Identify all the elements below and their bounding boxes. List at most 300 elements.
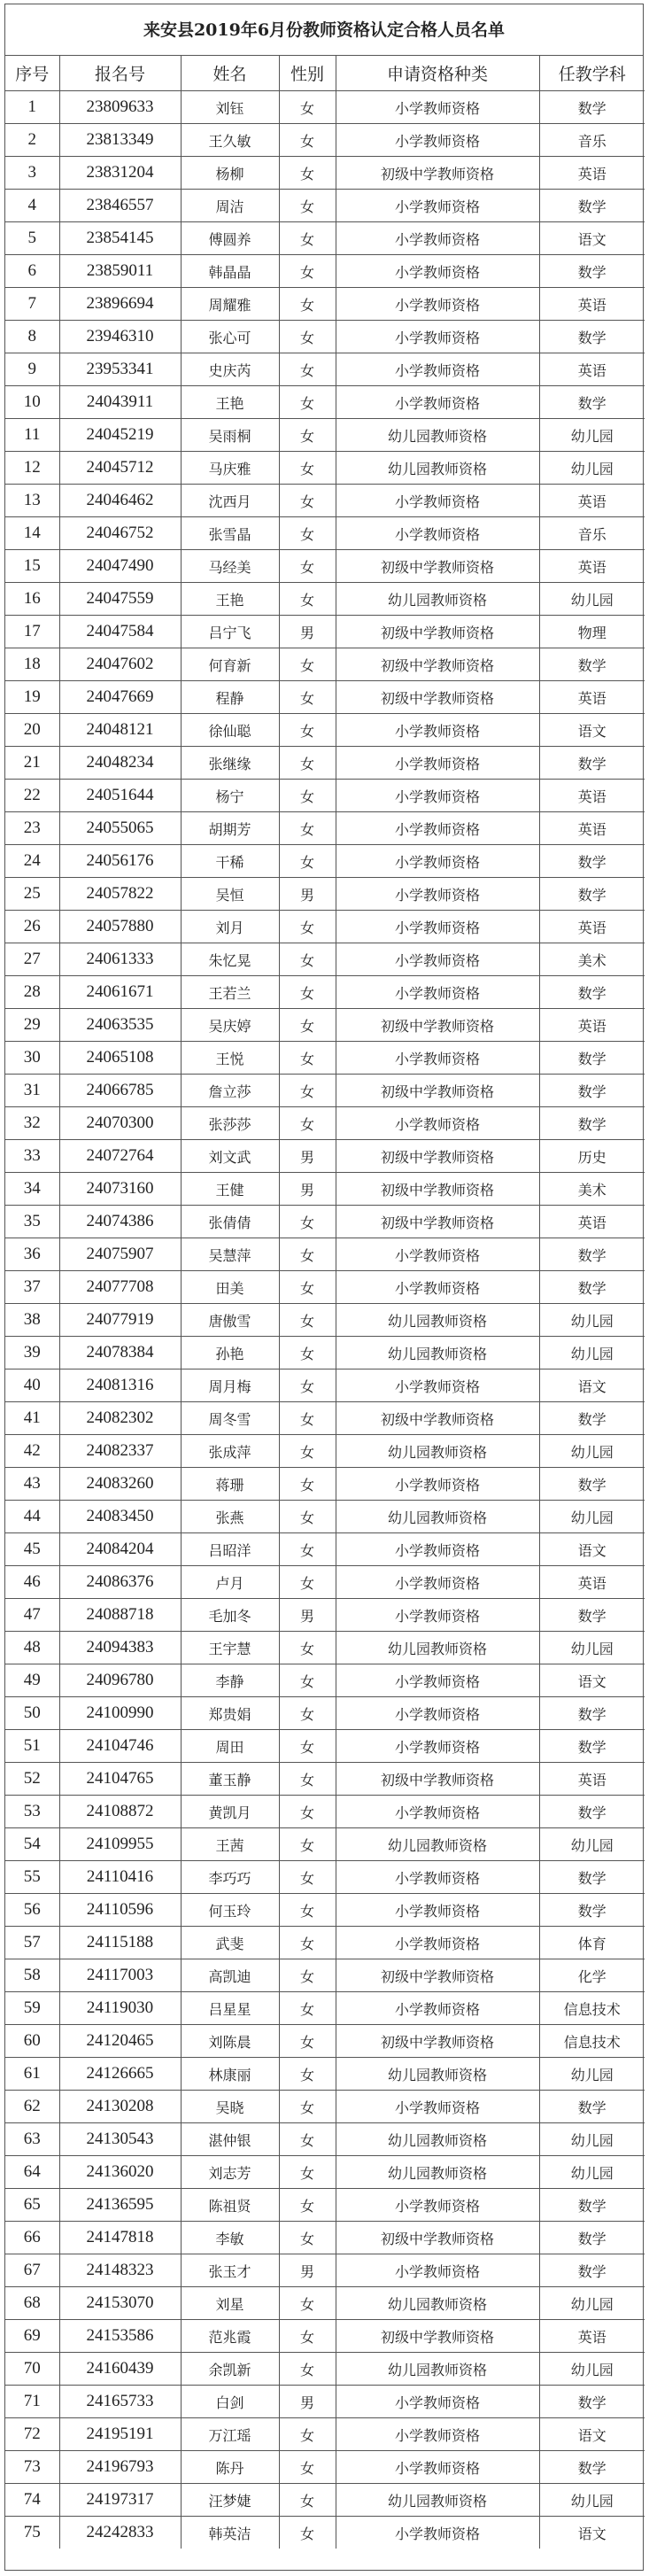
- index-cell: 21: [5, 747, 59, 780]
- gender-cell: 女: [279, 911, 336, 943]
- table-row: [5, 353, 645, 386]
- registration-no-cell: 24070300: [59, 1107, 181, 1140]
- registration-no-cell: 24086376: [59, 1566, 181, 1599]
- table-row: [5, 485, 645, 517]
- registration-no-cell: 24196793: [59, 2451, 181, 2484]
- name-cell: 黄凯月: [181, 1796, 279, 1828]
- subject-cell: 信息技术: [539, 2025, 645, 2058]
- qualification-cell: 幼儿园教师资格: [336, 1632, 539, 1664]
- qualification-cell: 小学教师资格: [336, 1927, 539, 1959]
- table-row: [5, 1697, 645, 1730]
- table-row: [5, 1664, 645, 1697]
- gender-cell: 女: [279, 517, 336, 550]
- gender-cell: 女: [279, 1533, 336, 1566]
- registration-no-cell: 24046752: [59, 517, 181, 550]
- index-cell: 56: [5, 1894, 59, 1927]
- qualification-cell: 小学教师资格: [336, 943, 539, 976]
- registration-no-cell: 24055065: [59, 812, 181, 845]
- subject-cell: 语文: [539, 2517, 645, 2549]
- gender-cell: 女: [279, 321, 336, 353]
- registration-no-cell: 24115188: [59, 1927, 181, 1959]
- table-row: [5, 2484, 645, 2517]
- qualification-cell: 初级中学教师资格: [336, 616, 539, 648]
- index-cell: 11: [5, 419, 59, 452]
- subject-cell: 英语: [539, 2320, 645, 2353]
- qualification-cell: 初级中学教师资格: [336, 1009, 539, 1042]
- qualification-cell: 初级中学教师资格: [336, 157, 539, 190]
- index-cell: 55: [5, 1861, 59, 1894]
- subject-cell: 数学: [539, 2222, 645, 2254]
- column-header-registration-no: 报名号: [59, 56, 181, 91]
- subject-cell: 幼儿园: [539, 452, 645, 485]
- subject-cell: 英语: [539, 681, 645, 714]
- table-row: [5, 1992, 645, 2025]
- registration-no-cell: 24126665: [59, 2058, 181, 2091]
- name-cell: 张心可: [181, 321, 279, 353]
- index-cell: 35: [5, 1206, 59, 1238]
- subject-cell: 数学: [539, 1271, 645, 1304]
- table-row: [5, 288, 645, 321]
- registration-no-cell: 24136020: [59, 2156, 181, 2189]
- name-cell: 刘钰: [181, 91, 279, 124]
- subject-cell: 数学: [539, 2091, 645, 2123]
- index-cell: 62: [5, 2091, 59, 2123]
- table-row: [5, 1238, 645, 1271]
- qualification-cell: 初级中学教师资格: [336, 1173, 539, 1206]
- gender-cell: 女: [279, 157, 336, 190]
- qualification-cell: 小学教师资格: [336, 1107, 539, 1140]
- name-cell: 王茜: [181, 1828, 279, 1861]
- name-cell: 董玉静: [181, 1763, 279, 1796]
- qualification-cell: 小学教师资格: [336, 911, 539, 943]
- gender-cell: 女: [279, 1861, 336, 1894]
- gender-cell: 女: [279, 976, 336, 1009]
- subject-cell: 历史: [539, 1140, 645, 1173]
- table-row: [5, 2386, 645, 2418]
- subject-cell: 体育: [539, 1927, 645, 1959]
- gender-cell: 女: [279, 845, 336, 878]
- subject-cell: 数学: [539, 845, 645, 878]
- index-cell: 38: [5, 1304, 59, 1337]
- index-cell: 4: [5, 190, 59, 222]
- subject-cell: 幼儿园: [539, 1337, 645, 1369]
- qualification-cell: 幼儿园教师资格: [336, 1828, 539, 1861]
- registration-no-cell: 24120465: [59, 2025, 181, 2058]
- qualification-cell: 小学教师资格: [336, 2254, 539, 2287]
- registration-no-cell: 24063535: [59, 1009, 181, 1042]
- registration-no-cell: 24119030: [59, 1992, 181, 2025]
- gender-cell: 女: [279, 91, 336, 124]
- table-row: [5, 255, 645, 288]
- subject-cell: 英语: [539, 157, 645, 190]
- gender-cell: 女: [279, 2222, 336, 2254]
- gender-cell: 女: [279, 1828, 336, 1861]
- name-cell: 田美: [181, 1271, 279, 1304]
- registration-no-cell: 24104746: [59, 1730, 181, 1763]
- subject-cell: 英语: [539, 288, 645, 321]
- table-row: [5, 1140, 645, 1173]
- gender-cell: 女: [279, 255, 336, 288]
- qualification-cell: 幼儿园教师资格: [336, 1304, 539, 1337]
- qualification-cell: 幼儿园教师资格: [336, 1337, 539, 1369]
- gender-cell: 女: [279, 2189, 336, 2222]
- index-cell: 24: [5, 845, 59, 878]
- index-cell: 34: [5, 1173, 59, 1206]
- subject-cell: 音乐: [539, 517, 645, 550]
- subject-cell: 幼儿园: [539, 1304, 645, 1337]
- gender-cell: 女: [279, 1796, 336, 1828]
- gender-cell: 女: [279, 1009, 336, 1042]
- subject-cell: 数学: [539, 255, 645, 288]
- registration-no-cell: 24047490: [59, 550, 181, 583]
- qualification-cell: 幼儿园教师资格: [336, 2484, 539, 2517]
- gender-cell: 女: [279, 1927, 336, 1959]
- qualification-cell: 小学教师资格: [336, 485, 539, 517]
- subject-cell: 幼儿园: [539, 1632, 645, 1664]
- subject-cell: 幼儿园: [539, 583, 645, 616]
- qualification-cell: 小学教师资格: [336, 976, 539, 1009]
- table-row: [5, 681, 645, 714]
- qualification-cell: 初级中学教师资格: [336, 2222, 539, 2254]
- gender-cell: 女: [279, 681, 336, 714]
- qualification-cell: 小学教师资格: [336, 2091, 539, 2123]
- table-row: [5, 2517, 645, 2549]
- qualification-cell: 初级中学教师资格: [336, 1402, 539, 1435]
- subject-cell: 美术: [539, 1173, 645, 1206]
- name-cell: 周田: [181, 1730, 279, 1763]
- table-row: [5, 2254, 645, 2287]
- qualification-cell: 幼儿园教师资格: [336, 2058, 539, 2091]
- registration-no-cell: 24057880: [59, 911, 181, 943]
- index-cell: 28: [5, 976, 59, 1009]
- qualification-cell: 幼儿园教师资格: [336, 1435, 539, 1468]
- gender-cell: 女: [279, 1271, 336, 1304]
- name-cell: 蒋珊: [181, 1468, 279, 1501]
- qualification-cell: 小学教师资格: [336, 1730, 539, 1763]
- qualification-cell: 小学教师资格: [336, 878, 539, 911]
- table-row: [5, 1042, 645, 1075]
- registration-no-cell: 24197317: [59, 2484, 181, 2517]
- name-cell: 干稀: [181, 845, 279, 878]
- registration-no-cell: 24088718: [59, 1599, 181, 1632]
- subject-cell: 数学: [539, 91, 645, 124]
- subject-cell: 数学: [539, 1042, 645, 1075]
- index-cell: 71: [5, 2386, 59, 2418]
- name-cell: 张莎莎: [181, 1107, 279, 1140]
- subject-cell: 数学: [539, 648, 645, 681]
- registration-no-cell: 24057822: [59, 878, 181, 911]
- name-cell: 张玉才: [181, 2254, 279, 2287]
- name-cell: 朱忆晃: [181, 943, 279, 976]
- registration-no-cell: 24195191: [59, 2418, 181, 2451]
- table-row: [5, 2123, 645, 2156]
- table-row: [5, 747, 645, 780]
- table-row: [5, 648, 645, 681]
- gender-cell: 男: [279, 1140, 336, 1173]
- registration-no-cell: 24066785: [59, 1075, 181, 1107]
- registration-no-cell: 24094383: [59, 1632, 181, 1664]
- subject-cell: 幼儿园: [539, 2123, 645, 2156]
- index-cell: 68: [5, 2287, 59, 2320]
- table-row: [5, 911, 645, 943]
- gender-cell: 女: [279, 190, 336, 222]
- gender-cell: 男: [279, 1599, 336, 1632]
- name-cell: 刘星: [181, 2287, 279, 2320]
- subject-cell: 物理: [539, 616, 645, 648]
- registration-no-cell: 24096780: [59, 1664, 181, 1697]
- gender-cell: 女: [279, 1501, 336, 1533]
- table-row: [5, 550, 645, 583]
- index-cell: 22: [5, 780, 59, 812]
- qualification-cell: 幼儿园教师资格: [336, 2353, 539, 2386]
- name-cell: 何玉玲: [181, 1894, 279, 1927]
- index-cell: 72: [5, 2418, 59, 2451]
- table-row: [5, 91, 645, 124]
- table-row: [5, 1009, 645, 1042]
- gender-cell: 女: [279, 714, 336, 747]
- column-header-subject: 任教学科: [539, 56, 645, 91]
- qualification-cell: 小学教师资格: [336, 1271, 539, 1304]
- name-cell: 武斐: [181, 1927, 279, 1959]
- name-cell: 唐傲雪: [181, 1304, 279, 1337]
- qualification-cell: 小学教师资格: [336, 714, 539, 747]
- index-cell: 19: [5, 681, 59, 714]
- qualification-cell: 小学教师资格: [336, 2386, 539, 2418]
- table-row: [5, 1566, 645, 1599]
- registration-no-cell: 24061671: [59, 976, 181, 1009]
- name-cell: 傅圆养: [181, 222, 279, 255]
- name-cell: 万江瑶: [181, 2418, 279, 2451]
- gender-cell: 女: [279, 1107, 336, 1140]
- gender-cell: 女: [279, 1075, 336, 1107]
- qualification-cell: 小学教师资格: [336, 1566, 539, 1599]
- name-cell: 李巧巧: [181, 1861, 279, 1894]
- gender-cell: 女: [279, 1992, 336, 2025]
- table-row: [5, 1075, 645, 1107]
- column-header-name: 姓名: [181, 56, 279, 91]
- index-cell: 75: [5, 2517, 59, 2549]
- table-row: [5, 812, 645, 845]
- registration-no-cell: 23809633: [59, 91, 181, 124]
- table-row: [5, 583, 645, 616]
- table-row: [5, 2320, 645, 2353]
- subject-cell: 英语: [539, 353, 645, 386]
- subject-cell: 数学: [539, 2254, 645, 2287]
- index-cell: 33: [5, 1140, 59, 1173]
- table-row: [5, 419, 645, 452]
- qualification-cell: 小学教师资格: [336, 288, 539, 321]
- subject-cell: 英语: [539, 485, 645, 517]
- registration-no-cell: 24110416: [59, 1861, 181, 1894]
- registration-no-cell: 24108872: [59, 1796, 181, 1828]
- registration-no-cell: 24104765: [59, 1763, 181, 1796]
- gender-cell: 女: [279, 1697, 336, 1730]
- subject-cell: 幼儿园: [539, 2156, 645, 2189]
- qualification-cell: 初级中学教师资格: [336, 2025, 539, 2058]
- table-row: [5, 845, 645, 878]
- table-row: [5, 1828, 645, 1861]
- qualification-cell: 小学教师资格: [336, 1697, 539, 1730]
- registration-no-cell: 23846557: [59, 190, 181, 222]
- name-cell: 李敏: [181, 2222, 279, 2254]
- registration-no-cell: 24075907: [59, 1238, 181, 1271]
- subject-cell: 语文: [539, 222, 645, 255]
- table-row: [5, 2451, 645, 2484]
- name-cell: 吴雨桐: [181, 419, 279, 452]
- table-row: [5, 1959, 645, 1992]
- table-row: [5, 2222, 645, 2254]
- name-cell: 孙艳: [181, 1337, 279, 1369]
- subject-cell: 幼儿园: [539, 2484, 645, 2517]
- registration-no-cell: 23831204: [59, 157, 181, 190]
- name-cell: 吴恒: [181, 878, 279, 911]
- gender-cell: 女: [279, 485, 336, 517]
- subject-cell: 信息技术: [539, 1992, 645, 2025]
- index-cell: 54: [5, 1828, 59, 1861]
- qualification-cell: 小学教师资格: [336, 1238, 539, 1271]
- registration-no-cell: 23946310: [59, 321, 181, 353]
- subject-cell: 数学: [539, 2189, 645, 2222]
- subject-cell: 语文: [539, 714, 645, 747]
- registration-no-cell: 24153586: [59, 2320, 181, 2353]
- index-cell: 36: [5, 1238, 59, 1271]
- index-cell: 47: [5, 1599, 59, 1632]
- subject-cell: 数学: [539, 386, 645, 419]
- index-cell: 37: [5, 1271, 59, 1304]
- gender-cell: 女: [279, 550, 336, 583]
- name-cell: 吴晓: [181, 2091, 279, 2123]
- table-row: [5, 321, 645, 353]
- name-cell: 吕昭洋: [181, 1533, 279, 1566]
- index-cell: 45: [5, 1533, 59, 1566]
- name-cell: 马经美: [181, 550, 279, 583]
- qualification-cell: 小学教师资格: [336, 91, 539, 124]
- index-cell: 61: [5, 2058, 59, 2091]
- registration-no-cell: 24077708: [59, 1271, 181, 1304]
- registration-no-cell: 24153070: [59, 2287, 181, 2320]
- qualification-cell: 初级中学教师资格: [336, 1075, 539, 1107]
- name-cell: 张雪晶: [181, 517, 279, 550]
- index-cell: 46: [5, 1566, 59, 1599]
- subject-cell: 幼儿园: [539, 1501, 645, 1533]
- index-cell: 42: [5, 1435, 59, 1468]
- table-row: [5, 1501, 645, 1533]
- qualification-cell: 小学教师资格: [336, 386, 539, 419]
- name-cell: 余凯新: [181, 2353, 279, 2386]
- registration-no-cell: 24047584: [59, 616, 181, 648]
- subject-cell: 数学: [539, 1599, 645, 1632]
- name-cell: 刘陈晨: [181, 2025, 279, 2058]
- gender-cell: 女: [279, 747, 336, 780]
- gender-cell: 女: [279, 648, 336, 681]
- subject-cell: 化学: [539, 1959, 645, 1992]
- table-row: [5, 1435, 645, 1468]
- name-cell: 卢月: [181, 1566, 279, 1599]
- name-cell: 吕宁飞: [181, 616, 279, 648]
- qualification-cell: 幼儿园教师资格: [336, 1501, 539, 1533]
- index-cell: 8: [5, 321, 59, 353]
- name-cell: 张成萍: [181, 1435, 279, 1468]
- qualification-cell: 小学教师资格: [336, 321, 539, 353]
- subject-cell: 幼儿园: [539, 2058, 645, 2091]
- qualification-cell: 初级中学教师资格: [336, 648, 539, 681]
- gender-cell: 男: [279, 2386, 336, 2418]
- qualification-cell: 小学教师资格: [336, 2418, 539, 2451]
- qualification-cell: 初级中学教师资格: [336, 1206, 539, 1238]
- gender-cell: 男: [279, 616, 336, 648]
- subject-cell: 语文: [539, 1533, 645, 1566]
- name-cell: 张倩倩: [181, 1206, 279, 1238]
- gender-cell: 女: [279, 124, 336, 157]
- column-header-index: 序号: [5, 56, 59, 91]
- name-cell: 陈丹: [181, 2451, 279, 2484]
- index-cell: 51: [5, 1730, 59, 1763]
- qualification-cell: 小学教师资格: [336, 2189, 539, 2222]
- gender-cell: 男: [279, 2254, 336, 2287]
- table-row: [5, 517, 645, 550]
- gender-cell: 女: [279, 1304, 336, 1337]
- index-cell: 50: [5, 1697, 59, 1730]
- registration-no-cell: 24047602: [59, 648, 181, 681]
- index-cell: 66: [5, 2222, 59, 2254]
- gender-cell: 女: [279, 1664, 336, 1697]
- table-row: [5, 222, 645, 255]
- qualification-cell: 小学教师资格: [336, 812, 539, 845]
- name-cell: 陈祖贤: [181, 2189, 279, 2222]
- registration-no-cell: 24073160: [59, 1173, 181, 1206]
- registration-no-cell: 24110596: [59, 1894, 181, 1927]
- registration-no-cell: 24081316: [59, 1369, 181, 1402]
- table-row: [5, 2353, 645, 2386]
- gender-cell: 女: [279, 1337, 336, 1369]
- subject-cell: 数学: [539, 1697, 645, 1730]
- qualification-cell: 初级中学教师资格: [336, 1959, 539, 1992]
- table-row: [5, 1107, 645, 1140]
- subject-cell: 幼儿园: [539, 1828, 645, 1861]
- table-row: [5, 2418, 645, 2451]
- registration-no-cell: 24147818: [59, 2222, 181, 2254]
- registration-no-cell: 23854145: [59, 222, 181, 255]
- registration-no-cell: 24242833: [59, 2517, 181, 2549]
- qualification-cell: 幼儿园教师资格: [336, 2287, 539, 2320]
- index-cell: 57: [5, 1927, 59, 1959]
- name-cell: 周冬雪: [181, 1402, 279, 1435]
- gender-cell: 女: [279, 2156, 336, 2189]
- registration-no-cell: 24117003: [59, 1959, 181, 1992]
- qualification-cell: 小学教师资格: [336, 124, 539, 157]
- qualification-cell: 小学教师资格: [336, 190, 539, 222]
- name-cell: 徐仙聪: [181, 714, 279, 747]
- name-cell: 李静: [181, 1664, 279, 1697]
- subject-cell: 数学: [539, 878, 645, 911]
- registration-no-cell: 24065108: [59, 1042, 181, 1075]
- index-cell: 13: [5, 485, 59, 517]
- name-cell: 王艳: [181, 386, 279, 419]
- subject-cell: 数学: [539, 2451, 645, 2484]
- subject-cell: 英语: [539, 1009, 645, 1042]
- name-cell: 马庆雅: [181, 452, 279, 485]
- index-cell: 39: [5, 1337, 59, 1369]
- table-row: [5, 714, 645, 747]
- index-cell: 31: [5, 1075, 59, 1107]
- table-row: [5, 452, 645, 485]
- subject-cell: 语文: [539, 1369, 645, 1402]
- table-row: [5, 1730, 645, 1763]
- subject-cell: 音乐: [539, 124, 645, 157]
- subject-cell: 数学: [539, 1402, 645, 1435]
- subject-cell: 数学: [539, 1730, 645, 1763]
- registration-no-cell: 24048121: [59, 714, 181, 747]
